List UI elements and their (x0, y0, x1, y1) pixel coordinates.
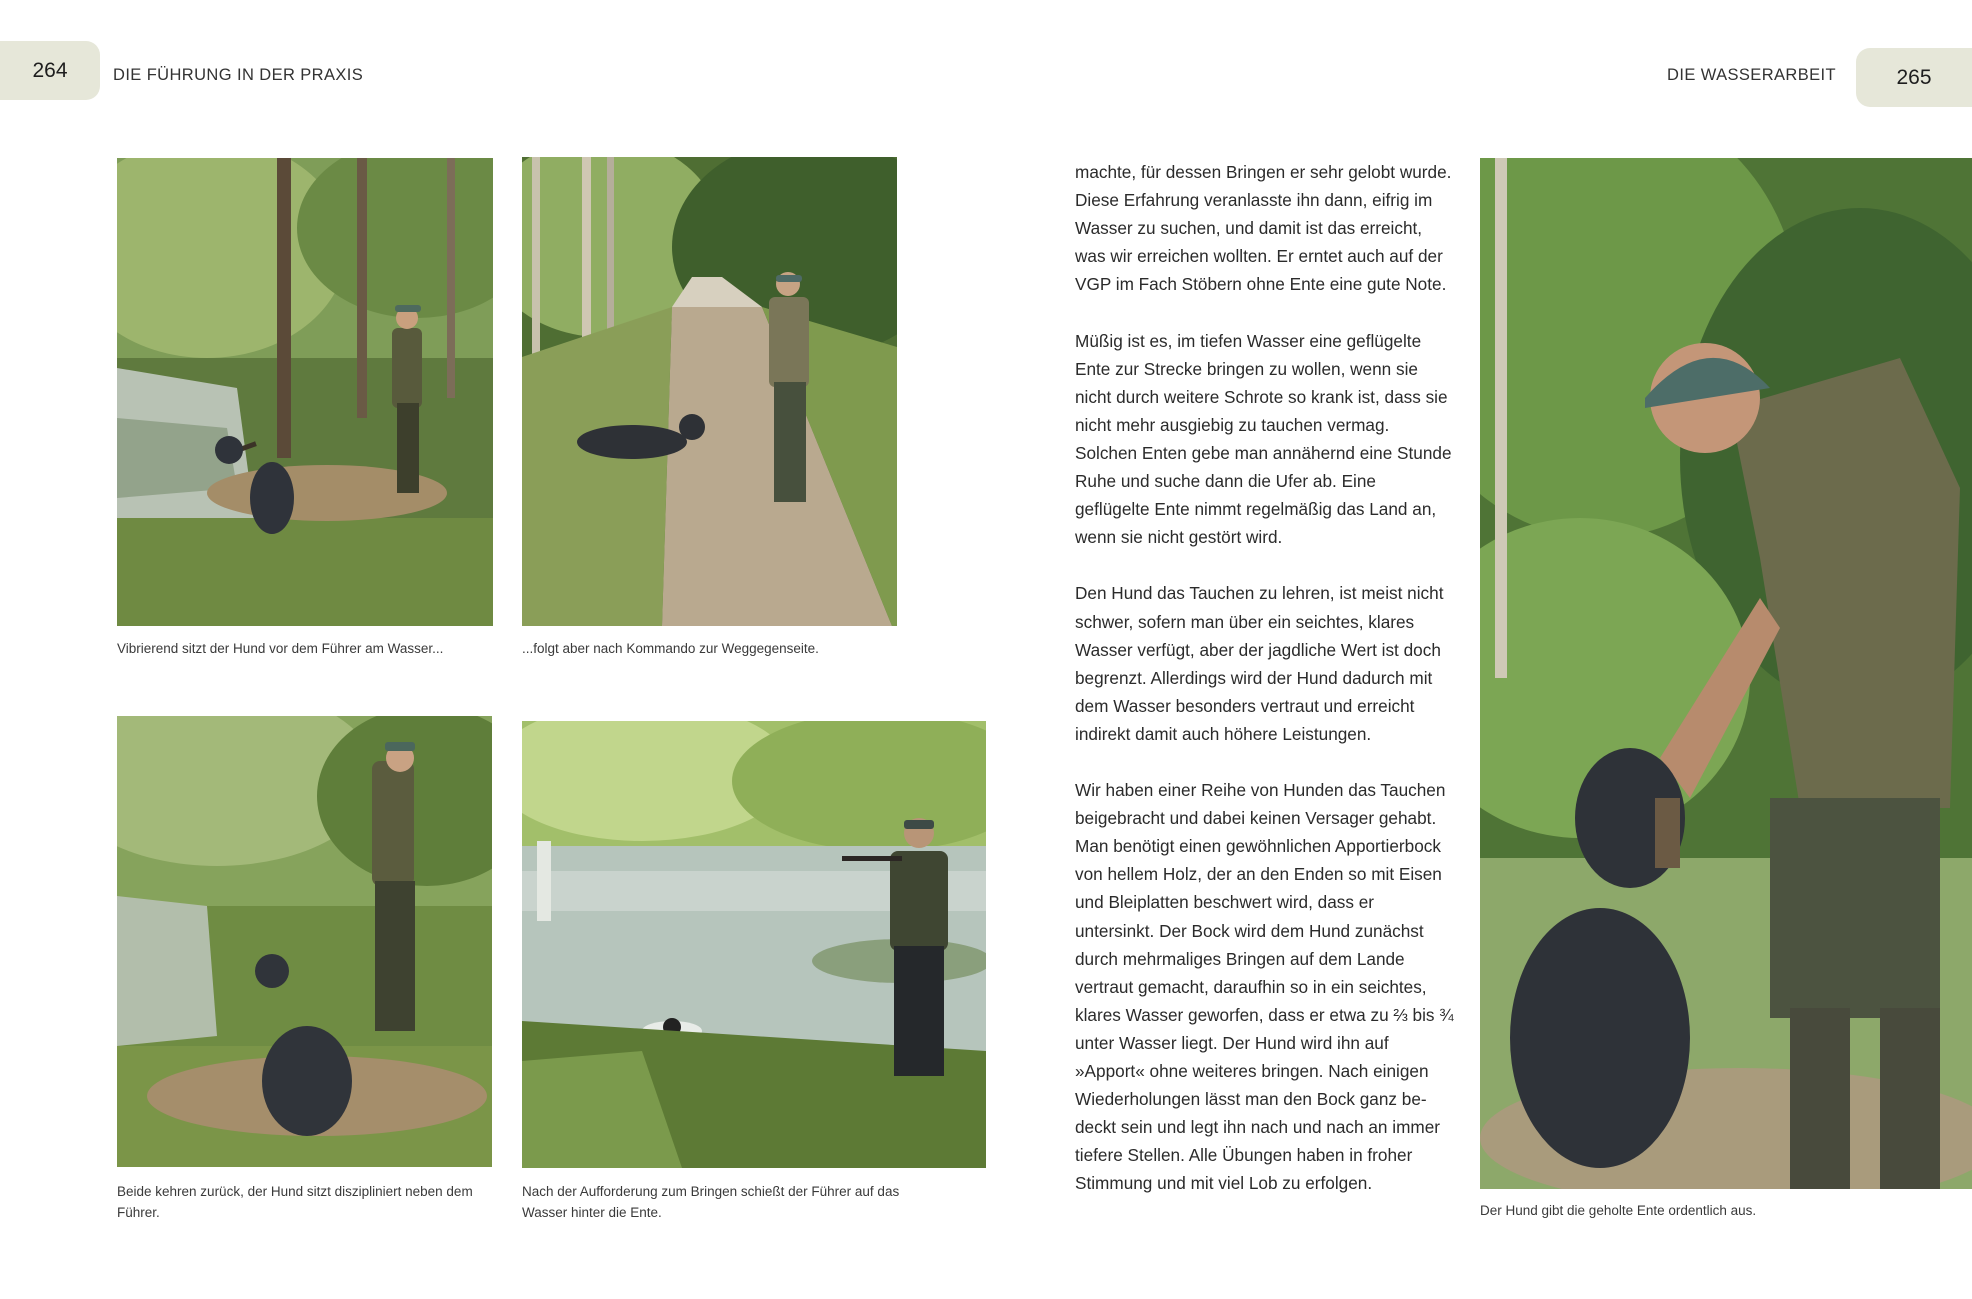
photo-dog-sitting-beside-handler (117, 716, 492, 1167)
photo-caption: Der Hund gibt die geholte Ente ordentlich aus. (1480, 1203, 1757, 1218)
body-paragraph: machte, für dessen Bringen er sehr gelobt wurde. Diese Erfahrung veranlasste ihn dann, eifrig im Wasser zu suchen, und damit ist das erreicht, was wir erreichen wollten. Er erntet auch auf der VGP im Fach Stöbern ohne Ente eine gute Note. (1075, 162, 1452, 295)
page-number-right-tab (1856, 48, 1972, 107)
running-head-left: DIE FÜHRUNG IN DER PRAXIS (113, 66, 364, 84)
body-paragraph: Müßig ist es, im tiefen Wasser eine geflügelte Ente zur Strecke bringen zu wollen, wenn sie nicht durch weitere Schrote so krank ist, dass sie nicht mehr ausgiebig zu tauchen vermag. Solchen Enten gebe man annähernd eine Stunde Ruhe und suche dann die Ufer ab. Eine geflügelte Ente nimmt regelmäßig das Land an, wenn sie nicht gestört wird. (1075, 330, 1452, 548)
article-body (1075, 158, 1455, 1197)
body-paragraph: Den Hund das Tauchen zu lehren, ist meist nicht schwer, sofern man über ein seichtes, klares Wasser verfügt, aber der jagdliche Wert ist doch begrenzt. Allerdings wird der Hund dadurch mit dem Wasser besonders vertraut und erreicht indirekt damit auch höhere Leistungen. (1075, 583, 1444, 744)
page-number-right: 265 (1896, 65, 1932, 89)
photo-caption: Vibrierend sitzt der Hund vor dem Führer am Wasser... (117, 641, 444, 656)
running-head-right: DIE WASSERARBEIT (1667, 66, 1836, 84)
photo-dog-sitting-at-pond (117, 158, 493, 626)
page-number-left-tab (0, 41, 100, 100)
photo-dog-on-forest-path (522, 157, 897, 626)
photo-handler-shooting-at-water (522, 721, 986, 1168)
page-number-left: 264 (32, 58, 68, 82)
body-paragraph: Wir haben einer Reihe von Hunden das Tauchen beigebracht und dabei keinen Versager gehabt. Man benötigt einen gewöhnlichen Apportierbock von hellem Holz, der an den Enden so mit Eisen und Bleiplatten beschwert wird, dass er untersinkt. Der Bock wird dem Hund zunächst durch mehrmaliges Bringen auf dem Lande vertraut gemacht, daraufhin so in ein seichtes, klares Wasser geworfen, dass er etwa zu ⅔ bis ¾ unter Wasser liegt. Der Hund wird ihn auf »Apport« ohne weiteres bringen. Nach einigen Wiederholungen lässt man den Bock ganz bedeckt sein und legt ihn nach und nach an immer tiefere Stellen. Alle Übungen haben in froher Stimmung und mit viel Lob zu erfolgen. (1075, 780, 1454, 1194)
photo-caption: ...folgt aber nach Kommando zur Weggegenseite. (522, 641, 819, 656)
photo-dog-delivers-duck (1480, 158, 1972, 1189)
photo-caption: Nach der Aufforderung zum Bringen schießt der Führer auf das Wasser hinter die Ente. (522, 1184, 900, 1220)
photo-caption: Beide kehren zurück, der Hund sitzt diszipliniert neben dem Führer. (117, 1184, 473, 1220)
